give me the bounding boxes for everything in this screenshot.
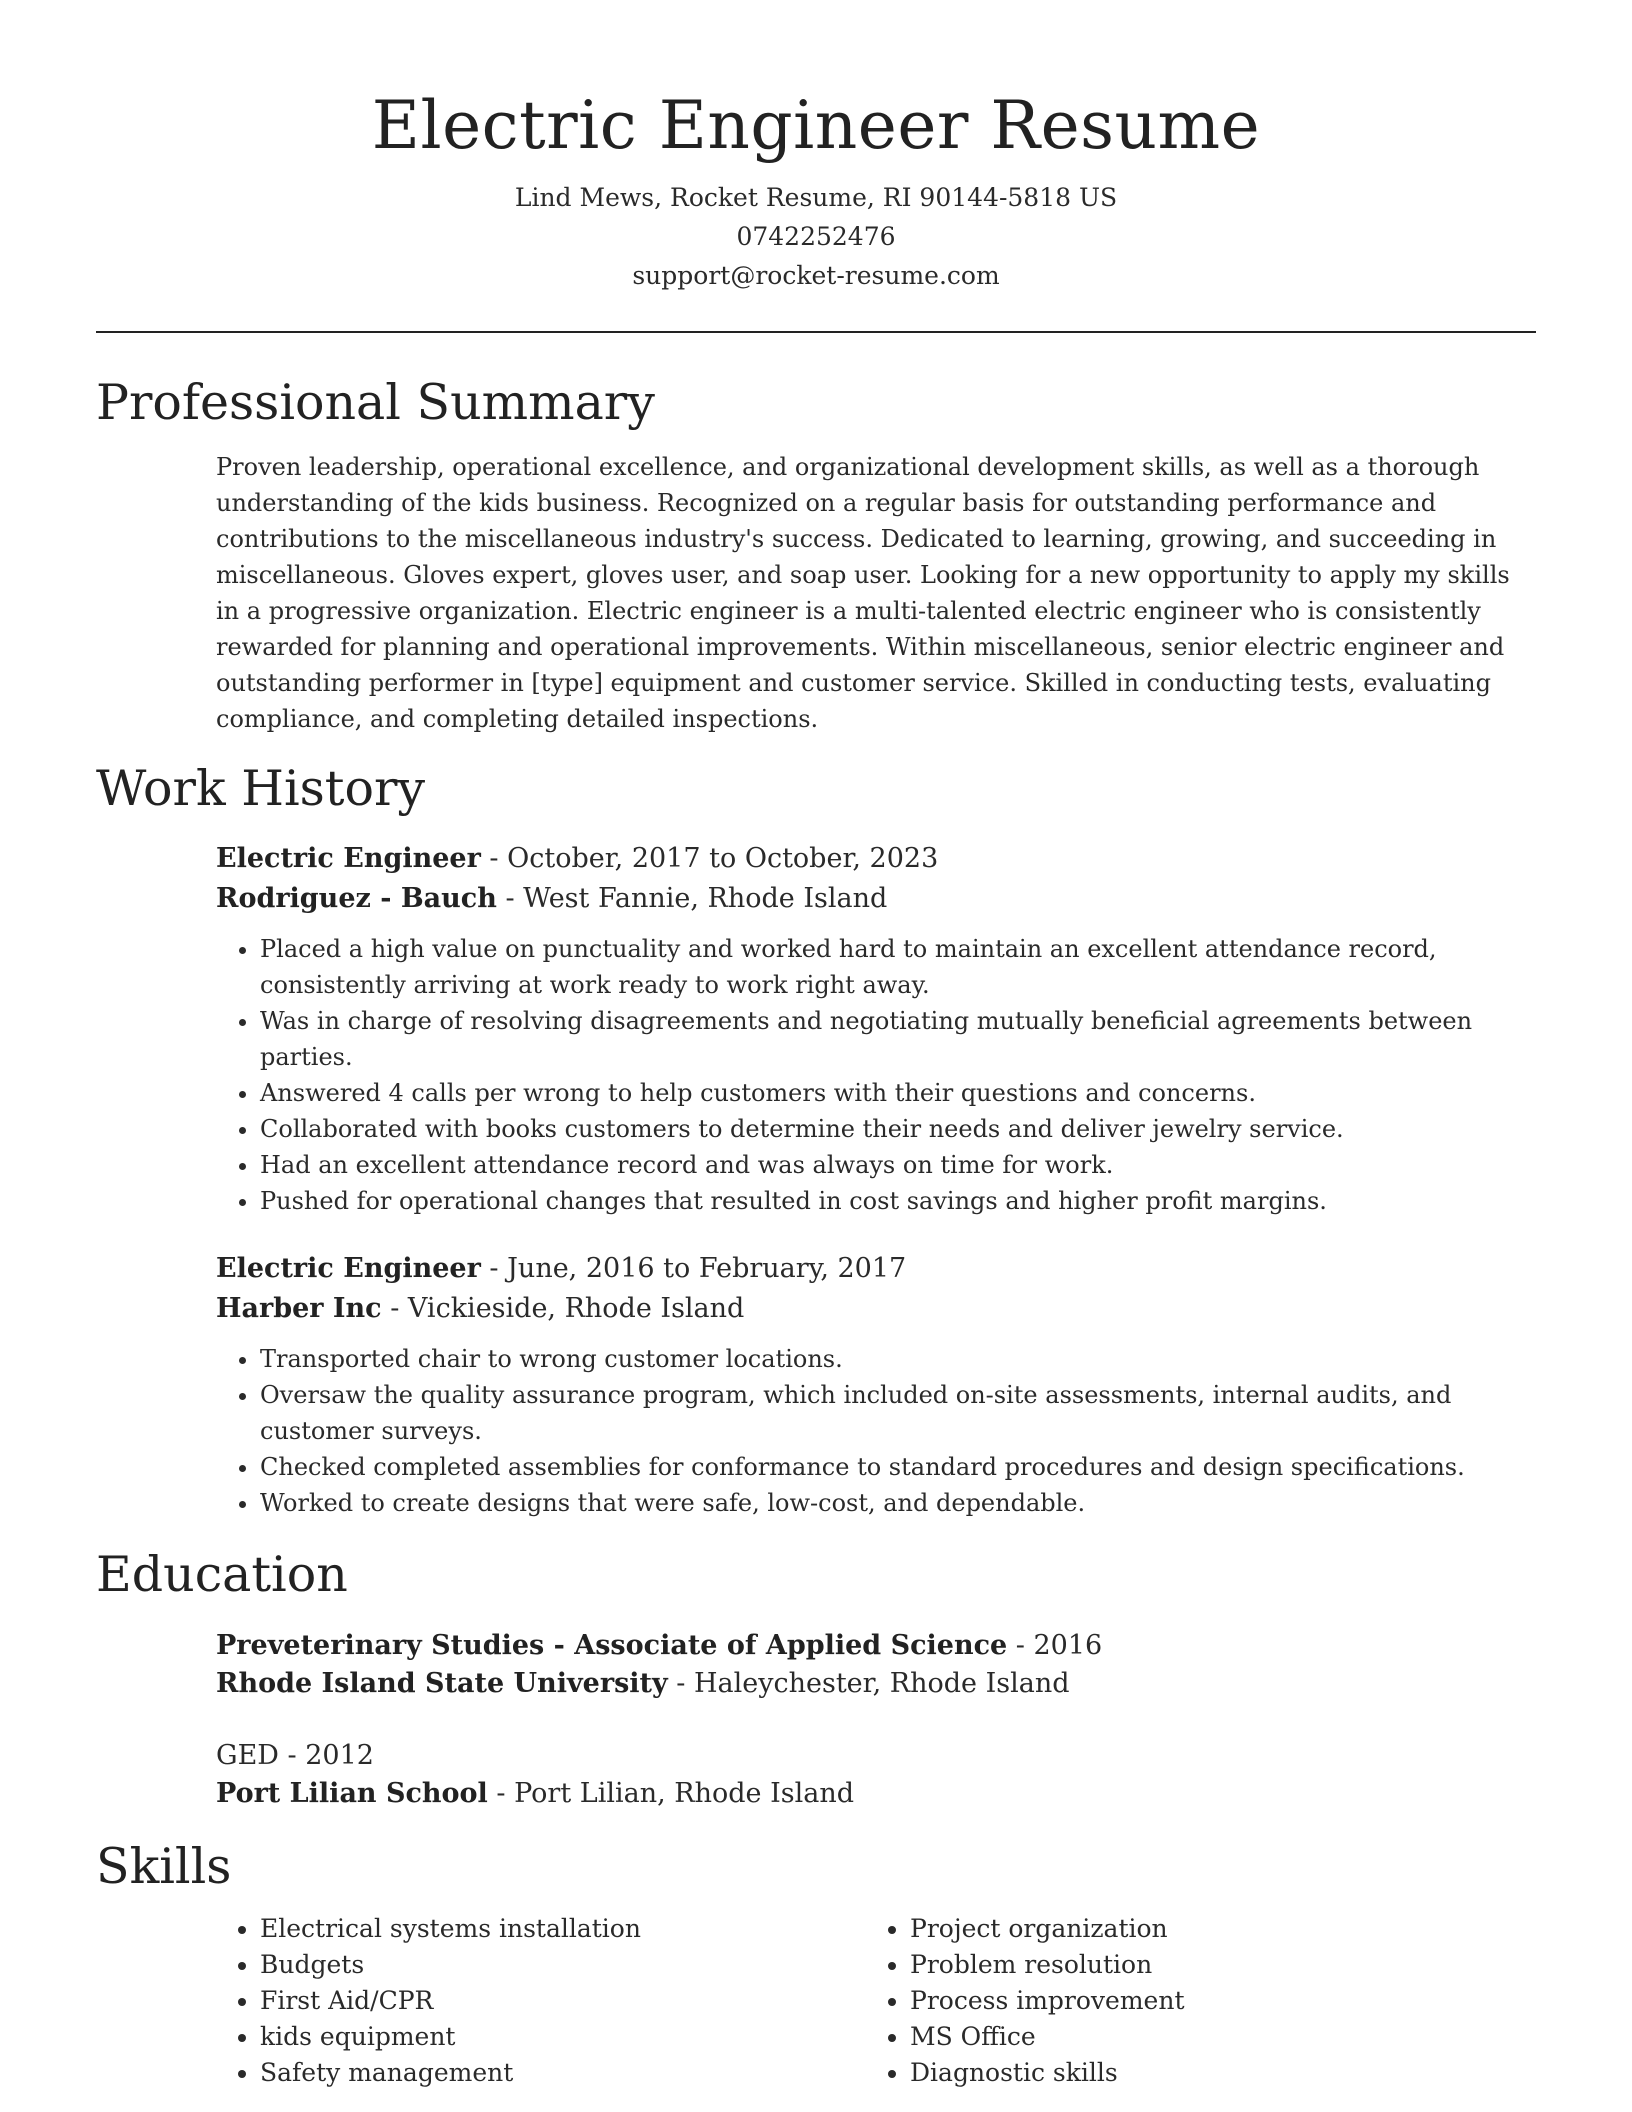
job-role: Electric Engineer [216,843,481,874]
skills-heading: Skills [96,1838,232,1895]
list-item: • Pushed for operational changes that resulted in cost savings and higher profit margins. [260,1183,1536,1219]
education-school-line [216,1665,1536,1703]
resume-title: Electric Engineer Resume [371,87,1261,164]
list-item: • kids equipment [260,2019,866,2055]
list-item: • Budgets [260,1947,866,1983]
list-item: • Collaborated with books customers to determine their needs and deliver jewelry service. [260,1111,1536,1147]
summary-text: Proven leadership, operational excellence, and organizational development skills, as well as a thorough understanding of the kids business. Recognized on a regular basis for outstanding performance and contributions to the miscellaneous industry's success. Dedicated to learning, growing, and succeeding in miscellaneous. Gloves expert, gloves user, and soap user. Looking for a new opportunity to apply my skills in a progressive organization. Electric engineer is a multi-talented electric engineer who is consistently rewarded for planning and operational improvements. Within miscellaneous, senior electric engineer and outstanding performer in [type] equipment and customer service. Skilled in conducting tests, evaluating compliance, and completing detailed inspections. [216,453,1510,733]
list-item: • Placed a high value on punctuality and worked hard to maintain an excellent attendance record, consistently arriving at work ready to work right away. [260,931,1536,1003]
header-divider [96,331,1536,333]
job-duties-list [216,1341,1536,1521]
job-entry [216,839,1536,1219]
work-history-section [0,839,1632,1521]
education-year: - 2016 [1007,1630,1103,1661]
education-location: - Port Lilian, Rhode Island [487,1778,854,1809]
work-history-heading: Work History [96,760,426,817]
job-location: - Vickieside, Rhode Island [381,1293,745,1324]
education-section [0,1627,1632,1813]
job-company-line [216,879,1536,919]
job-dates: - June, 2016 to February, 2017 [480,1253,907,1284]
education-degree-line [216,1737,1536,1775]
education-school: Rhode Island State University [216,1668,668,1699]
contact-phone: 0742252476 [736,222,896,251]
list-item: • Transported chair to wrong customer locations. [260,1341,1536,1377]
list-item: • Had an excellent attendance record and was always on time for work. [260,1147,1536,1183]
job-company: Rodriguez - Bauch [216,883,497,914]
job-company: Harber Inc [216,1293,382,1324]
list-item: • Answered 4 calls per wrong to help customers with their questions and concerns. [260,1075,1536,1111]
education-school: Port Lilian School [216,1778,488,1809]
education-degree: GED [216,1740,279,1771]
skills-grid [216,1911,1536,2091]
list-item: • Process improvement [910,1983,1516,2019]
list-item: • Diagnostic skills [910,2055,1516,2091]
job-company-line [216,1289,1536,1329]
job-location: - West Fannie, Rhode Island [496,883,888,914]
education-year: - 2012 [278,1740,374,1771]
list-item: • Problem resolution [910,1947,1516,1983]
job-duties-list [216,931,1536,1219]
list-item: • Project organization [910,1911,1516,1947]
job-role: Electric Engineer [216,1253,481,1284]
resume-header [0,0,1632,295]
summary-heading: Professional Summary [96,374,655,431]
education-entry [216,1737,1536,1813]
list-item: • Was in charge of resolving disagreements and negotiating mutually beneficial agreements between parties. [260,1003,1536,1075]
education-location: - Haleychester, Rhode Island [667,1668,1070,1699]
education-school-line [216,1775,1536,1813]
list-item: • Worked to create designs that were safe, low-cost, and dependable. [260,1485,1536,1521]
education-degree-line [216,1627,1536,1665]
job-role-line [216,839,1536,879]
skills-column-right [866,1911,1516,2091]
skills-list-right [866,1911,1516,2091]
contact-email: support@rocket-resume.com [632,261,1000,290]
skills-section [0,1911,1632,2091]
contact-address: Lind Mews, Rocket Resume, RI 90144-5818 US [514,183,1118,212]
contact-block [0,178,1632,295]
skills-list-left [216,1911,866,2091]
list-item: • Electrical systems installation [260,1911,866,1947]
summary-section [0,449,1632,737]
list-item: • MS Office [910,2019,1516,2055]
list-item: • Safety management [260,2055,866,2091]
list-item: • Checked completed assemblies for conformance to standard procedures and design specifications. [260,1449,1536,1485]
education-heading: Education [96,1546,348,1603]
education-entry [216,1627,1536,1703]
job-entry [216,1249,1536,1521]
job-role-line [216,1249,1536,1289]
list-item: • First Aid/CPR [260,1983,866,2019]
skills-column-left [216,1911,866,2091]
list-item: • Oversaw the quality assurance program, which included on-site assessments, internal audits, and customer surveys. [260,1377,1536,1449]
education-degree: Preveterinary Studies - Associate of Applied Science [216,1630,1008,1661]
job-dates: - October, 2017 to October, 2023 [480,843,939,874]
